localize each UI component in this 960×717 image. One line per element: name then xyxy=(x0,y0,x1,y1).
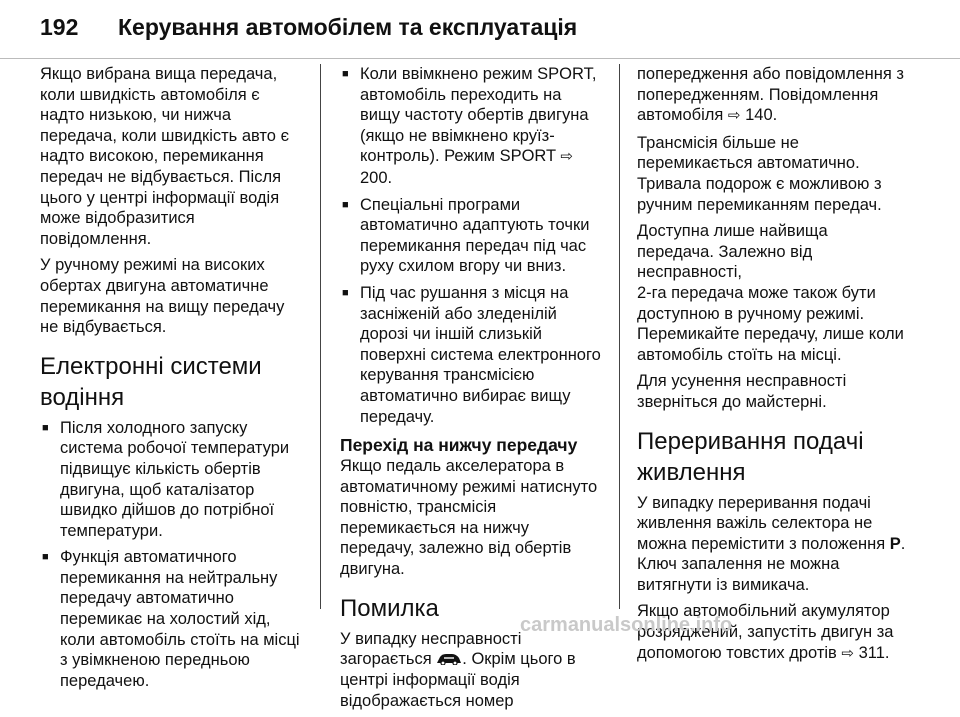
paragraph-text: У випадку переривання подачі живлення важіль селектора не можна перемістити з положення xyxy=(637,493,886,553)
list-item xyxy=(340,64,602,189)
gearbox-warning-icon xyxy=(436,650,462,671)
paragraph: Для усунення несправності зверніться до майстерні. xyxy=(637,372,847,411)
paragraph: Якщо вибрана вища передача, коли швидкість автомобіля є надто низькою, чи нижча передача, коли швидкість авто є надто високою, перемикання передач не відбувається. Після цього у центрі інформації водія може відобразитися повідомлення. xyxy=(40,65,289,248)
paragraph: У ручному режимі на високих обертах двигуна автоматичне перемикання на вищу передачу не відбувається. xyxy=(40,256,285,337)
column-divider xyxy=(619,64,620,609)
page-ref-arrow-icon: ⇨ xyxy=(727,107,741,125)
watermark: carmanualsonline.info xyxy=(520,614,733,636)
page-ref-arrow-icon: ⇨ xyxy=(841,644,854,662)
paragraph-text: Якщо автомобільний акумулятор розряджений, запустіть двигун за допомогою товстих дротів xyxy=(637,602,894,662)
page-ref-arrow-icon: ⇨ xyxy=(560,148,573,166)
list-item-text: Коли ввімкнено режим SPORT, автомобіль переходить на вищу частоту обертів двигуна (якщо не ввімкнено круїз-контроль). Режим SPORT xyxy=(360,65,597,166)
paragraph-text: Доступна лише найвища передача. Залежно від несправності, xyxy=(637,222,828,282)
page-header xyxy=(0,0,960,66)
paragraph-text: У випадку несправності загорається xyxy=(340,629,522,669)
section-heading-electronic-systems: Електронні системи водіння xyxy=(40,352,262,411)
header-divider xyxy=(0,58,960,59)
page-ref-link[interactable]: 140. xyxy=(745,106,778,125)
column-divider xyxy=(320,64,321,609)
list-item: ■ Функція автоматичного перемикання на нейтральну передачу автоматично перемикає на холостий хід, коли автомобіль стоїть на місці з увімкненою передньою передачею. xyxy=(40,547,302,691)
section-heading-power-interruption: Переривання подачі живлення xyxy=(637,427,864,486)
column-3 xyxy=(637,64,907,670)
paragraph xyxy=(637,493,907,596)
page-ref-link[interactable]: 311. xyxy=(858,643,890,662)
bullet-list xyxy=(40,418,302,692)
paragraph xyxy=(340,629,602,712)
column-1 xyxy=(40,64,302,697)
paragraph-text: . Ключ запалення не можна витягнути із вимикача. xyxy=(637,534,906,594)
paragraph-text: 2-га передача може також бути доступною в ручному режимі. Перемикайте передачу, лише коли автомобіль стоїть на місці. xyxy=(637,283,904,364)
paragraph-text: . Окрім цього в центрі інформації водія відображається номер xyxy=(340,650,576,710)
paragraph: Якщо педаль акселератора в автоматичному режимі натиснуто повністю, трансмісія перемикається на нижчу передачу, залежно від обертів двигуна. xyxy=(340,457,598,579)
bullet-list xyxy=(340,64,602,427)
paragraph: Трансмісія більше не перемикається автоматично. Тривала подорож є можливою з ручним перемиканням передач. xyxy=(637,133,882,214)
page-title: Керування автомобілем та експлуатація xyxy=(118,14,578,40)
section-heading-fault: Помилка xyxy=(340,594,439,622)
gear-position-p: P xyxy=(889,534,901,553)
section-heading-kickdown: Перехід на нижчу передачу xyxy=(340,435,578,456)
paragraph xyxy=(637,64,907,127)
list-item: ■ Під час рушання з місця на засніженій або зледенілій дорозі чи іншій слизькій поверхні система електронного керування трансмісією автоматично вибирає вищу передачу. xyxy=(340,283,602,427)
page-ref-link[interactable]: 200. xyxy=(360,168,393,187)
paragraph-text: попередження або повідомлення з попередженням. Повідомлення автомобіля xyxy=(637,65,904,125)
paragraph xyxy=(637,221,907,365)
list-item: ■ Після холодного запуску система робочої температури підвищує кількість обертів двигуна, щоб каталізатор швидко дійшов до потрібної температури. xyxy=(40,418,302,542)
list-item: ■ Спеціальні програми автоматично адаптують точки перемикання передач під час руху схилом вгору чи вниз. xyxy=(340,195,602,277)
page-number: 192 xyxy=(40,14,79,40)
